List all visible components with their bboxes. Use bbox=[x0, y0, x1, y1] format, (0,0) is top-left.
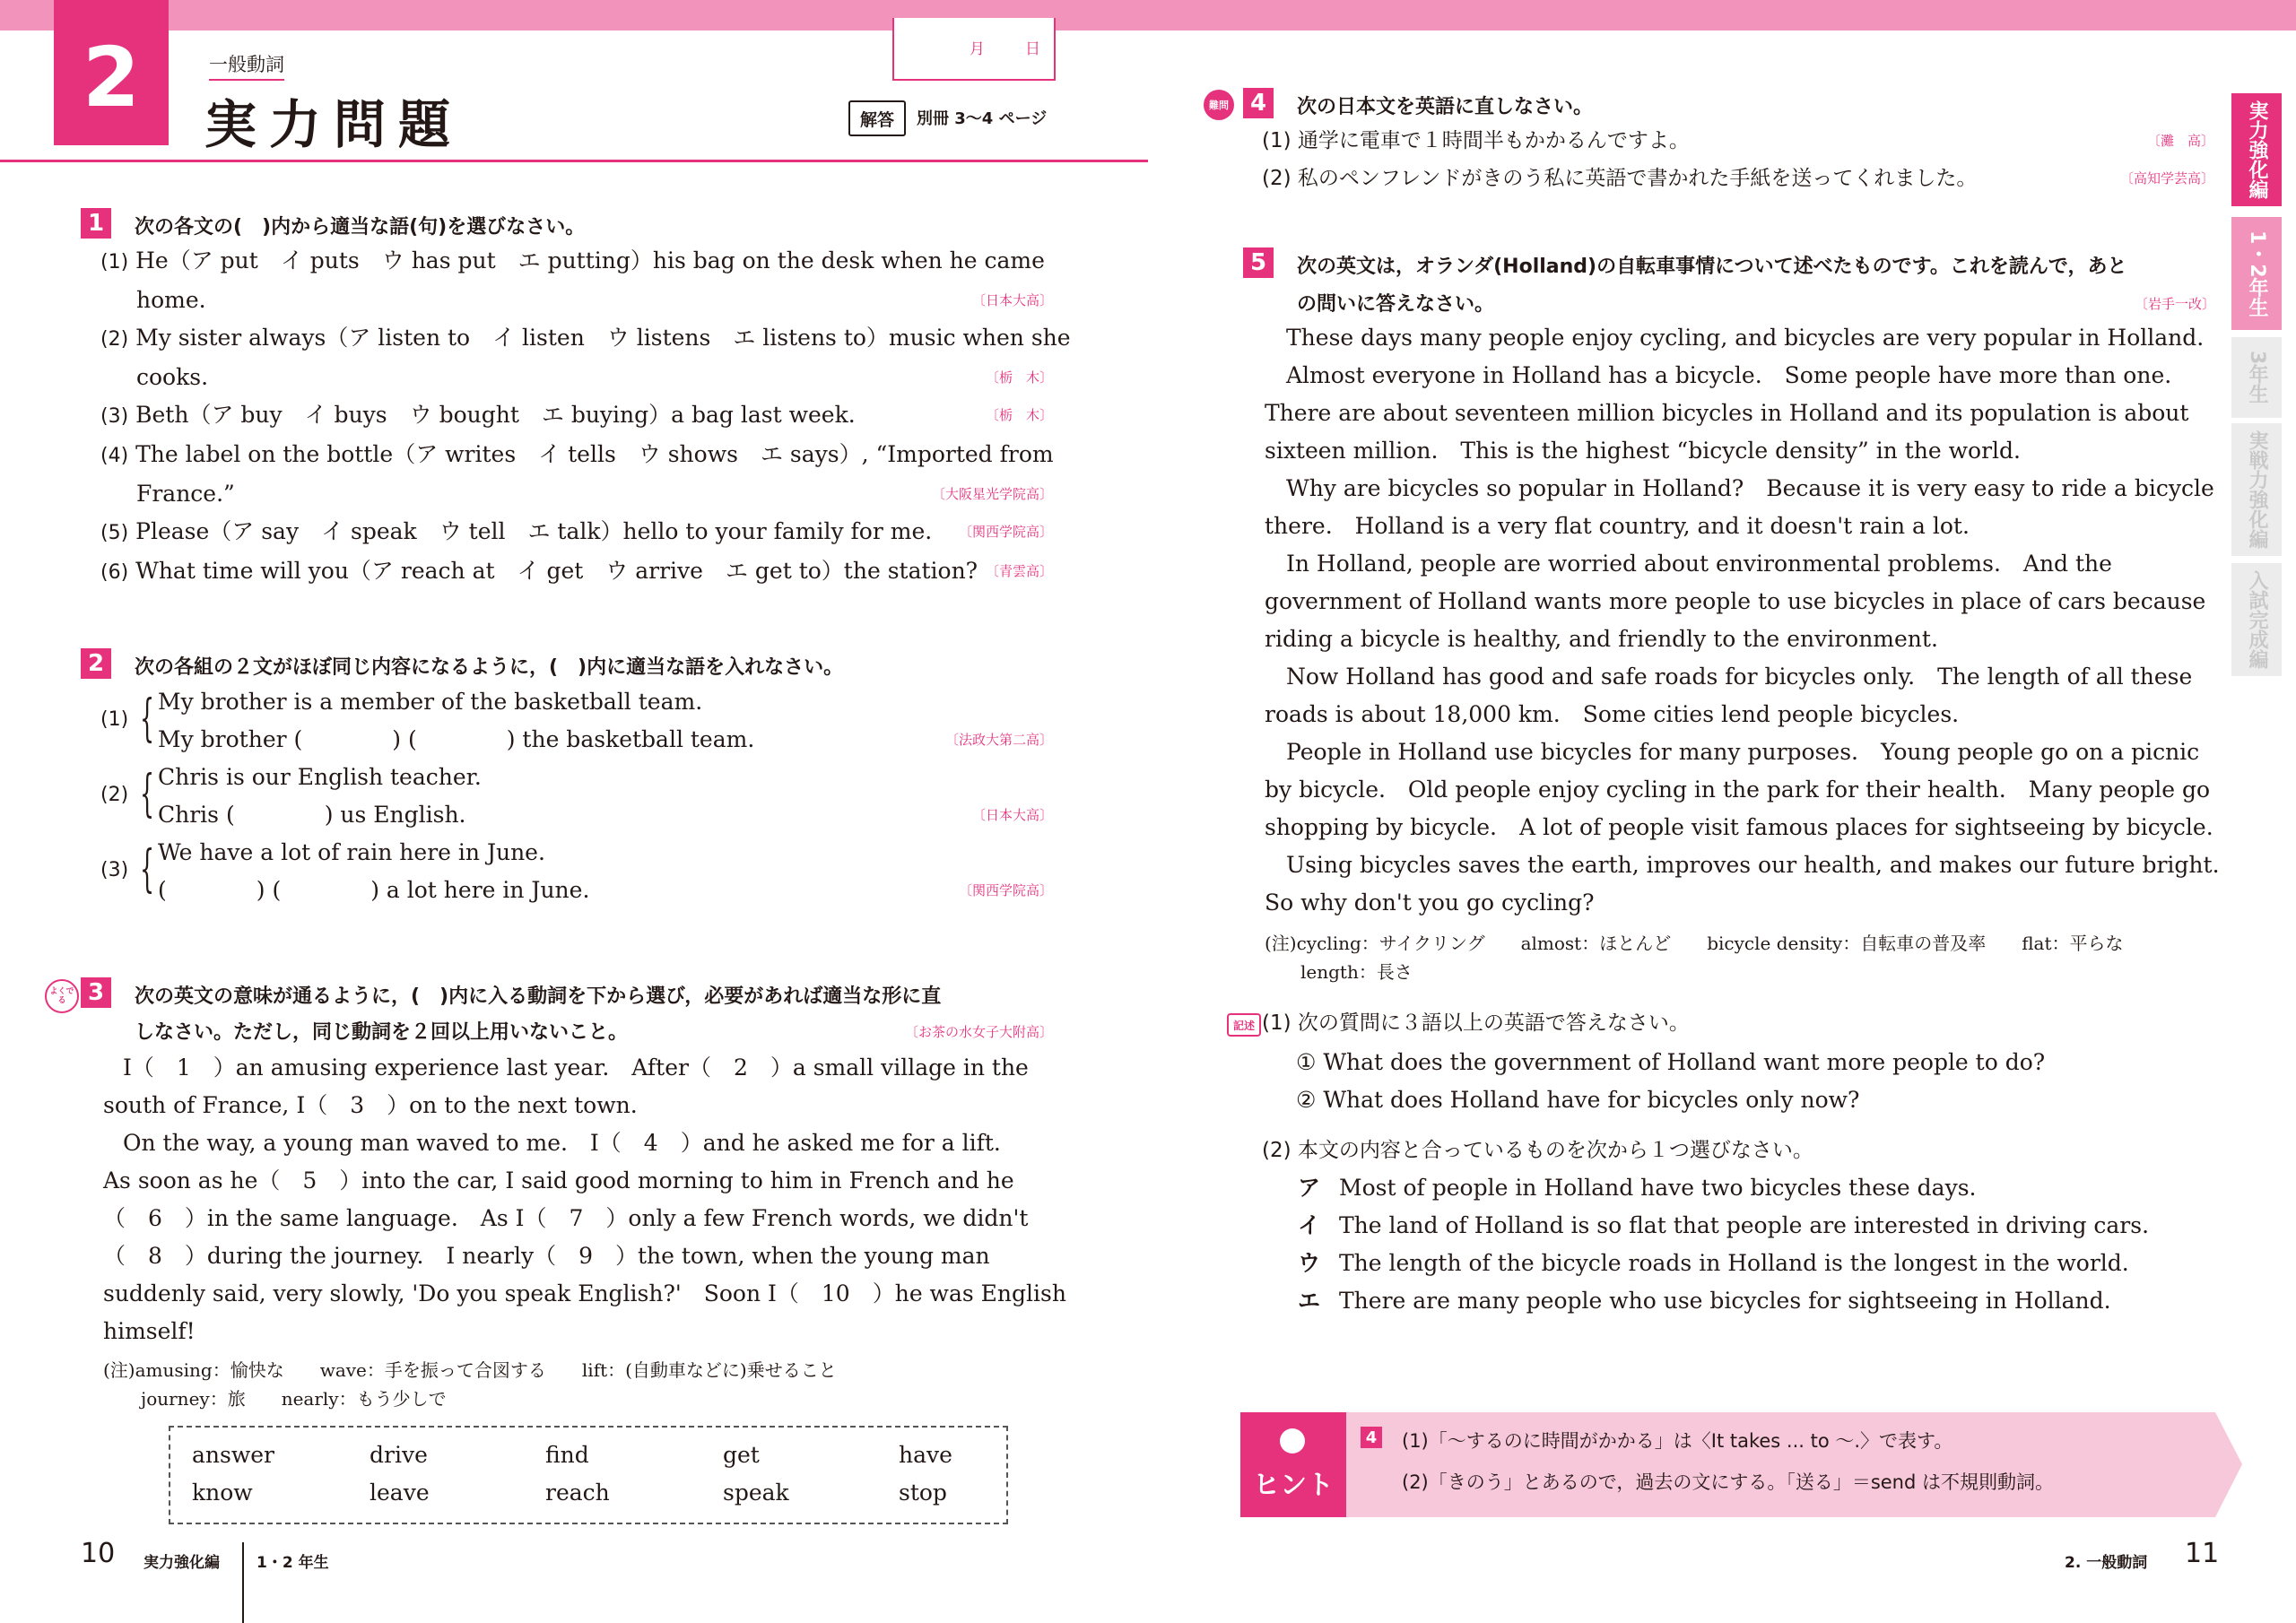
date-month: 月 bbox=[970, 40, 985, 58]
q1-instruction: 次の各文の( )内から適当な語(句)を選びなさい。 bbox=[135, 216, 586, 239]
q5-note-1: (注)cycling：サイクリング almost：ほとんど bicycle density：自転車の普及率 flat：平らな bbox=[1265, 933, 2124, 954]
q4-items bbox=[1262, 122, 2214, 197]
q1-item: (3) Beth（ア buy イ buys ウ bought エ buying）a bag last week. 〔栃 木〕 bbox=[100, 402, 1053, 428]
q5-instruction-1: 次の英文は，オランダ(Holland)の自転車事情について述べたものです。これを読んで，あと bbox=[1297, 256, 2127, 278]
lightbulb-icon bbox=[1280, 1428, 1305, 1454]
q5-note-2: length：長さ bbox=[1300, 961, 1413, 983]
footer-section: 実力強化編 bbox=[144, 1554, 220, 1572]
hint-line-1: (1)「〜するのに時間がかかる」は〈It takes ... to 〜.〉で表す。 bbox=[1402, 1430, 1953, 1452]
q3-note-2: journey：旅 nearly：もう少しで bbox=[141, 1388, 447, 1410]
side-tab-current-section[interactable]: 実力強化編 bbox=[2231, 93, 2282, 206]
q1-item-cont: France.” 〔大阪星光学院高〕 bbox=[136, 481, 1053, 507]
q3-number: 3 bbox=[81, 977, 111, 1008]
side-tab-grade3[interactable]: 3年生 bbox=[2231, 337, 2282, 418]
q1-item: (4) The label on the bottle（ア writes イ tells ウ shows エ says）, “Imported from bbox=[100, 441, 1054, 467]
brace: { bbox=[140, 840, 155, 898]
answer-ref: 別冊 3～4 ページ bbox=[917, 109, 1048, 128]
page-title: 実力問題 bbox=[204, 94, 464, 155]
choice: エ There are many people who use bicycles for sightseeing in Holland. bbox=[1298, 1288, 2111, 1314]
q5-number: 5 bbox=[1243, 247, 1274, 278]
hint-label-box bbox=[1240, 1412, 1346, 1517]
side-tab-grade12[interactable]: 1・2年生 bbox=[2231, 217, 2282, 330]
difficult-mark: 難問 bbox=[1204, 90, 1234, 120]
brace: { bbox=[140, 765, 155, 823]
hint-label: ヒント bbox=[1253, 1470, 1334, 1501]
hint-line-2: (2)「きのう」とあるので，過去の文にする。「送る」＝send は不規則動詞。 bbox=[1402, 1471, 2054, 1493]
choice: ア Most of people in Holland have two bicycles these days. bbox=[1298, 1175, 1977, 1201]
choice: ウ The length of the bicycle roads in Holland is the longest in the world. bbox=[1298, 1250, 2129, 1276]
q4-number: 4 bbox=[1243, 88, 1274, 118]
hint-arrow bbox=[2215, 1412, 2242, 1517]
answer-badge bbox=[848, 100, 906, 136]
q1-item: (2) My sister always（ア listen to イ listen ウ listens エ listens to）music when she bbox=[100, 325, 1071, 351]
choice: イ The land of Holland is so flat that people are interested in driving cars. bbox=[1298, 1212, 2150, 1238]
q3-note-1: (注)amusing：愉快な wave：手を振って合図する lift：(自動車などに)乗せること bbox=[103, 1359, 837, 1381]
header-rule bbox=[0, 160, 1148, 162]
frequent-mark: よくでる bbox=[45, 979, 79, 1013]
hint-box bbox=[1240, 1412, 2215, 1517]
q1-item: (5) Please（ア say イ speak ウ tell エ talk）hello to your family for me. 〔関西学院高〕 bbox=[100, 518, 1053, 544]
q5-instruction-2: の問いに答えなさい。 bbox=[1297, 293, 1495, 316]
side-tab-exam[interactable]: 入試完成編 bbox=[2231, 563, 2282, 676]
q2-pair: (2) { Chris is our English teacher. Chris ( ) us English. 〔日本大高〕 bbox=[100, 764, 1053, 828]
footer-divider bbox=[242, 1542, 244, 1623]
word-box: answer drive find get have know leave reach speak stop bbox=[169, 1426, 1008, 1524]
descriptive-mark: 記述 bbox=[1227, 1013, 1261, 1037]
page-number-left: 10 bbox=[81, 1538, 116, 1569]
hint-number: 4 bbox=[1361, 1427, 1382, 1448]
q1-items bbox=[100, 242, 1071, 592]
q2-number: 2 bbox=[81, 648, 111, 679]
q2-pair: (3) { We have a lot of rain here in June. ( ) ( ) a lot here in June. 〔関西学院高〕 bbox=[100, 839, 1053, 903]
q3-passage: I（ 1 ）an amusing experience last year. After（ 2 ）a small village in the south of France, I（ 3 ）on to the next town. On the way, a young man waved to me. I（ 4 ）and he asked me for a lift. As soon as he（ 5 ）into the car, I said good morning to him in French and he （ 6 ）in the same language. As I（ 7 ）only a few French words, we didn't （ 8 ）during the journey. I nearly（ 9 ）the town, when the young man suddenly said, very slowly, 'Do you speak English?' Soon I（ 10 ）he was English himself! bbox=[103, 1055, 1066, 1344]
q2-pair: (1) { My brother is a member of the basketball team. My brother ( ) ( ) the basketball team. 〔法政大第二高〕 bbox=[100, 689, 1053, 752]
q5-passage: These days many people enjoy cycling, and bicycles are very popular in Holland. Almost everyone in Holland has a bicycle. Some people have more than one. There are about seventeen million bicycles in Holland and its population is about sixteen million. This is the highest “bicycle density” in the world. Why are bicycles so popular in Holland? Because it is very easy to ride a bicycle there. Holland is a very flat country, and it doesn't rain a lot. In Holland, people are worried about environmental problems. And the government of Holland wants more people to use bicycles in place of cars because riding a bicycle is healthy, and friendly to the environment. Now Holland has good and safe roads for bicycles only. The length of all these roads is about 18,000 km. Some cities lend people bicycles. People in Holland use bicycles for many purposes. Young people go on a picnic by bicycle. Old people enjoy cycling in the park for their health. Many people go shopping by bicycle. A lot of people visit famous places for sightseeing by bicycle. Using bicycles saves the earth, improves our health, and makes our future bright. So why don't you go cycling? bbox=[1265, 325, 2220, 916]
q5-source: 〔岩手一改〕 bbox=[2134, 296, 2215, 312]
q1-item-cont: home. 〔日本大高〕 bbox=[136, 287, 1053, 313]
answer-label: 解答 bbox=[859, 109, 894, 130]
q4-item: (2) 私のペンフレンドがきのう私に英語で書かれた手紙を送ってくれました。 〔高知学芸高〕 bbox=[1262, 167, 2214, 190]
footer-chapter: 2. 一般動詞 bbox=[2065, 1554, 2148, 1572]
q2-items bbox=[100, 683, 1053, 909]
q1-number: 1 bbox=[81, 208, 111, 239]
q4-instruction: 次の日本文を英語に直しなさい。 bbox=[1297, 96, 1594, 118]
q5-sub1-item: ② What does Holland have for bicycles only now? bbox=[1296, 1087, 1860, 1113]
q3-source: 〔お茶の水女子大附高〕 bbox=[904, 1024, 1053, 1040]
q2-instruction: 次の各組の２文がほぼ同じ内容になるように，( )内に適当な語を入れなさい。 bbox=[135, 656, 844, 679]
q5-sub1-item: ① What does the government of Holland want more people to do? bbox=[1296, 1049, 2046, 1075]
q5-sub1: (1) 次の質問に３語以上の英語で答えなさい。 bbox=[1262, 1011, 1690, 1035]
q5-sub2: (2) 本文の内容と合っているものを次から１つ選びなさい。 bbox=[1262, 1139, 1813, 1162]
page-number-right: 11 bbox=[2185, 1538, 2220, 1569]
header-bar-right bbox=[1148, 0, 2296, 30]
q5-choices bbox=[1298, 1169, 2149, 1320]
q1-item: (1) He（ア put イ puts ウ has put エ putting）his bag on the desk when he came bbox=[100, 247, 1045, 273]
side-tab-practice[interactable]: 実戦力強化編 bbox=[2231, 423, 2282, 556]
q3-instruction-2: しなさい。ただし，同じ動詞を２回以上用いないこと。 bbox=[135, 1021, 629, 1044]
brace: { bbox=[140, 690, 155, 748]
category-label: 一般動詞 bbox=[209, 50, 284, 81]
q4-item: (1) 通学に電車で１時間半もかかるんですよ。 〔灘 高〕 bbox=[1262, 129, 2214, 152]
q1-item-cont: cooks. 〔栃 木〕 bbox=[136, 364, 1053, 390]
q1-item: (6) What time will you（ア reach at イ get ウ arrive エ get to）the station? 〔青雲高〕 bbox=[100, 558, 1053, 584]
date-day: 日 bbox=[1025, 40, 1040, 58]
q3-instruction-1: 次の英文の意味が通るように，( )内に入る動詞を下から選び，必要があれば適当な形に直 bbox=[135, 985, 942, 1008]
footer-grade: 1・2 年生 bbox=[257, 1554, 329, 1572]
date-box bbox=[892, 18, 1056, 81]
chapter-number: 2 bbox=[54, 0, 169, 145]
